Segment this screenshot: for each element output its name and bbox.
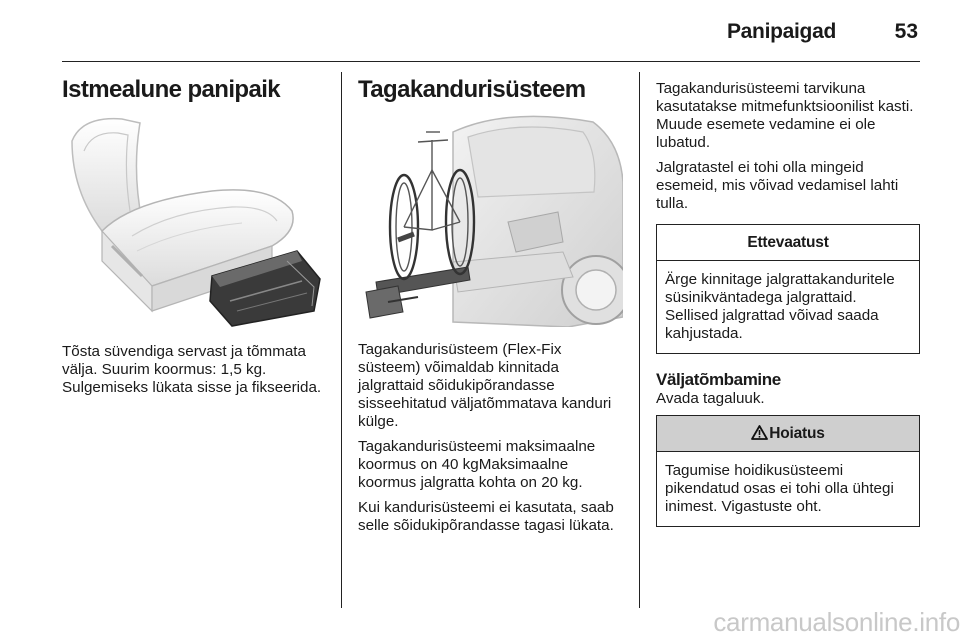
subheading-extension: Väljatõmbamine — [656, 370, 781, 389]
rear-bike-carrier-illustration — [358, 112, 623, 327]
warning-box — [656, 415, 920, 527]
column-rear-carrier — [358, 76, 623, 542]
paragraph: Jalgratastel ei tohi olla mingeid esemeid, mis võivad vedamisel lahti tulla. — [656, 159, 899, 212]
caution-title: Ettevaatust — [657, 225, 919, 261]
heading-rear-carrier: Tagakandurisüsteem — [358, 76, 586, 103]
paragraph: Kui kandurisüsteemi ei kasutata, saab selle sõidukipõrandasse tagasi lükata. — [358, 499, 614, 534]
caution-box — [656, 224, 920, 354]
warning-title: Hoiatus — [769, 425, 825, 442]
page-number: 53 — [894, 20, 918, 43]
heading-seat-storage: Istmealune panipaik — [62, 76, 281, 103]
paragraph: Tagakandurisüsteemi tarvikuna kasutatakse mitmefunktsioonilist kasti. Muude esemete vedamine ei ole lubatud. — [656, 80, 914, 151]
column-carrier-details — [656, 80, 920, 527]
watermark: carmanualsonline.info — [713, 607, 960, 637]
column-seat-storage — [62, 76, 327, 404]
warning-header — [657, 416, 919, 452]
column-divider — [639, 72, 640, 608]
page-header — [62, 0, 920, 62]
paragraph: Tõsta süvendiga servast ja tõmmata välja. Suurim koormus: 1,5 kg. Sulgemiseks lükata sisse ja fikseerida. — [62, 343, 322, 396]
paragraph: Tagakandurisüsteemi maksimaalne koormus on 40 kgMaksimaalne koormus jalgratta kohta on 20 kg. — [358, 438, 596, 491]
warning-triangle-icon — [751, 425, 768, 440]
warning-text: Tagumise hoidikusüsteemi pikendatud osas ei tohi olla ühtegi inimest. Vigastuste oht. — [665, 462, 894, 515]
paragraph: Avada tagaluuk. — [656, 390, 765, 407]
caution-text: Ärge kinnitage jalgrattakanduritele süsinikväntadega jalgrattaid. Sellised jalgrattad võivad saada kahjustada. — [665, 271, 895, 342]
paragraph: Tagakandurisüsteem (Flex-Fix süsteem) võimaldab kinnitada jalgrattaid sõidukipõrandasse sisseehitatud väljatõmmatava kanduri külge. — [358, 341, 612, 430]
seat-storage-drawer-illustration — [62, 111, 324, 329]
section-title: Panipaigad — [726, 20, 836, 43]
column-divider — [341, 72, 342, 608]
